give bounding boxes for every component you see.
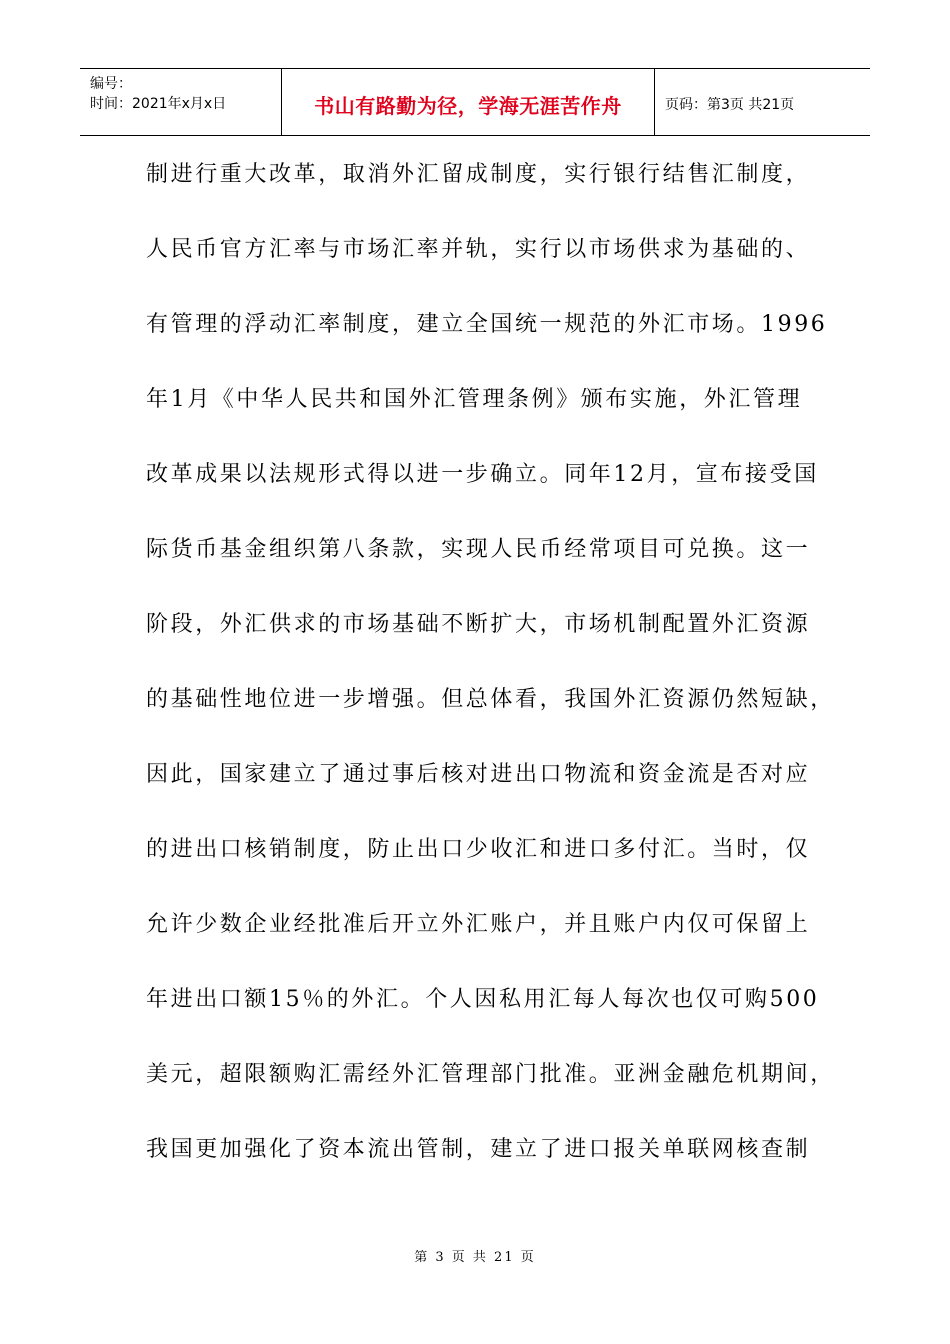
page-header bbox=[80, 68, 870, 136]
header-meta-cell bbox=[80, 69, 282, 135]
header-page-info: 页码：第3页 共21页 bbox=[665, 97, 795, 113]
body-line: 的基础性地位进一步增强。但总体看，我国外汇资源仍然短缺， bbox=[146, 687, 835, 712]
header-page-cell bbox=[655, 69, 870, 135]
document-date-label: 时间：2021年x月x日 bbox=[90, 96, 227, 112]
body-line: 阶段，外汇供求的市场基础不断扩大，市场机制配置外汇资源 bbox=[146, 612, 811, 637]
page-footer: 第 3 页 共 21 页 bbox=[414, 1250, 536, 1265]
header-motto: 书山有路勤为径，学海无涯苦作舟 bbox=[314, 93, 622, 118]
body-line: 年进出口额15％的外汇。个人因私用汇每人每次也仅可购500 bbox=[146, 987, 820, 1012]
body-line: 因此，国家建立了通过事后核对进出口物流和资金流是否对应 bbox=[146, 762, 811, 787]
body-line: 允许少数企业经批准后开立外汇账户，并且账户内仅可保留上 bbox=[146, 912, 811, 937]
body-line: 我国更加强化了资本流出管制，建立了进口报关单联网核查制 bbox=[146, 1137, 811, 1162]
body-line: 改革成果以法规形式得以进一步确立。同年12月，宣布接受国 bbox=[146, 462, 819, 487]
body-line: 有管理的浮动汇率制度，建立全国统一规范的外汇市场。1996 bbox=[146, 312, 828, 337]
header-motto-cell bbox=[282, 69, 655, 135]
body-line: 际货币基金组织第八条款，实现人民币经常项目可兑换。这一 bbox=[146, 537, 811, 562]
body-line: 美元，超限额购汇需经外汇管理部门批准。亚洲金融危机期间， bbox=[146, 1062, 835, 1087]
body-line: 年1月《中华人民共和国外汇管理条例》颁布实施，外汇管理 bbox=[146, 387, 803, 412]
body-line: 的进出口核销制度，防止出口少收汇和进口多付汇。当时，仅 bbox=[146, 837, 811, 862]
body-line: 制进行重大改革，取消外汇留成制度，实行银行结售汇制度， bbox=[146, 162, 811, 187]
document-number-label: 编号： bbox=[90, 76, 132, 92]
body-line: 人民币官方汇率与市场汇率并轨，实行以市场供求为基础的、 bbox=[146, 237, 811, 262]
